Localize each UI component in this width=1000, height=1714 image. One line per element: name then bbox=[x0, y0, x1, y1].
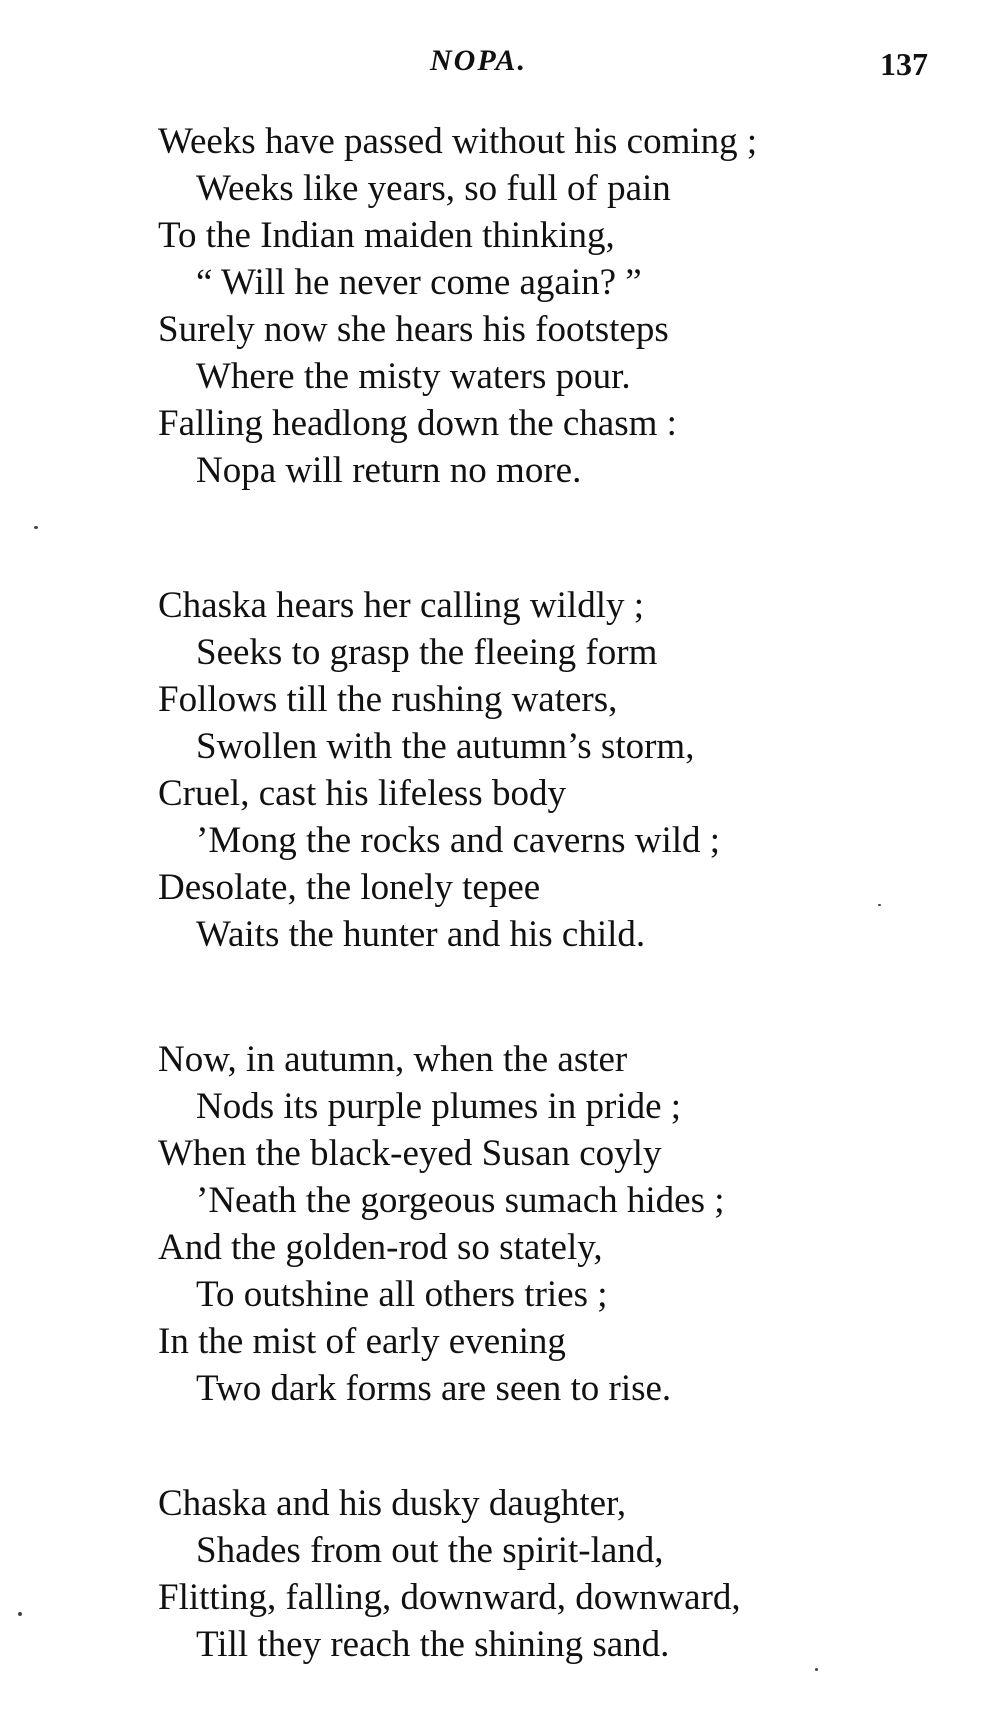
verse-line: Cruel, cast his lifeless body bbox=[158, 773, 566, 814]
verse-line: Waits the hunter and his child. bbox=[196, 914, 646, 955]
verse-line: Where the misty waters pour. bbox=[196, 356, 631, 397]
verse-line: Flitting, falling, downward, downward, bbox=[158, 1577, 741, 1618]
verse-line: Nopa will return no more. bbox=[196, 450, 582, 491]
print-speck bbox=[18, 1612, 22, 1616]
verse-line: And the golden-rod so stately, bbox=[158, 1227, 603, 1268]
verse-line: “ Will he never come again? ” bbox=[196, 262, 642, 303]
verse-line: ’Neath the gorgeous sumach hides ; bbox=[196, 1180, 725, 1221]
print-speck bbox=[878, 904, 881, 906]
print-speck bbox=[34, 526, 38, 529]
verse-line: Weeks like years, so full of pain bbox=[196, 168, 671, 209]
stanza-2 bbox=[0, 582, 1000, 958]
verse-line: Seeks to grasp the fleeing form bbox=[196, 632, 658, 673]
verse-line: To outshine all others tries ; bbox=[196, 1274, 608, 1315]
verse-line: Desolate, the lonely tepee bbox=[158, 867, 541, 908]
verse-line: Swollen with the autumn’s storm, bbox=[196, 726, 695, 767]
verse-line: Surely now she hears his footsteps bbox=[158, 309, 669, 350]
verse-line: Follows till the rushing waters, bbox=[158, 679, 618, 720]
verse-line: ’Mong the rocks and caverns wild ; bbox=[196, 820, 721, 861]
verse-line: To the Indian maiden thinking, bbox=[158, 215, 615, 256]
verse-line: Shades from out the spirit-land, bbox=[196, 1530, 664, 1571]
running-title: NOPA. bbox=[430, 44, 527, 77]
running-head bbox=[0, 44, 1000, 84]
page-number: 137 bbox=[880, 46, 928, 82]
stanza-4 bbox=[0, 1480, 1000, 1668]
print-speck bbox=[815, 1668, 818, 1671]
stanza-3 bbox=[0, 1036, 1000, 1412]
verse-line: In the mist of early evening bbox=[158, 1321, 566, 1362]
verse-line: Falling headlong down the chasm : bbox=[158, 403, 677, 444]
verse-line: Two dark forms are seen to rise. bbox=[196, 1368, 672, 1409]
verse-line: Weeks have passed without his coming ; bbox=[158, 121, 758, 162]
verse-line: Now, in autumn, when the aster bbox=[158, 1039, 628, 1080]
verse-line: Chaska and his dusky daughter, bbox=[158, 1483, 627, 1524]
stanza-1 bbox=[0, 118, 1000, 494]
verse-line: Nods its purple plumes in pride ; bbox=[196, 1086, 682, 1127]
verse-line: Till they reach the shining sand. bbox=[196, 1624, 670, 1665]
verse-line: When the black-eyed Susan coyly bbox=[158, 1133, 662, 1174]
verse-line: Chaska hears her calling wildly ; bbox=[158, 585, 645, 626]
